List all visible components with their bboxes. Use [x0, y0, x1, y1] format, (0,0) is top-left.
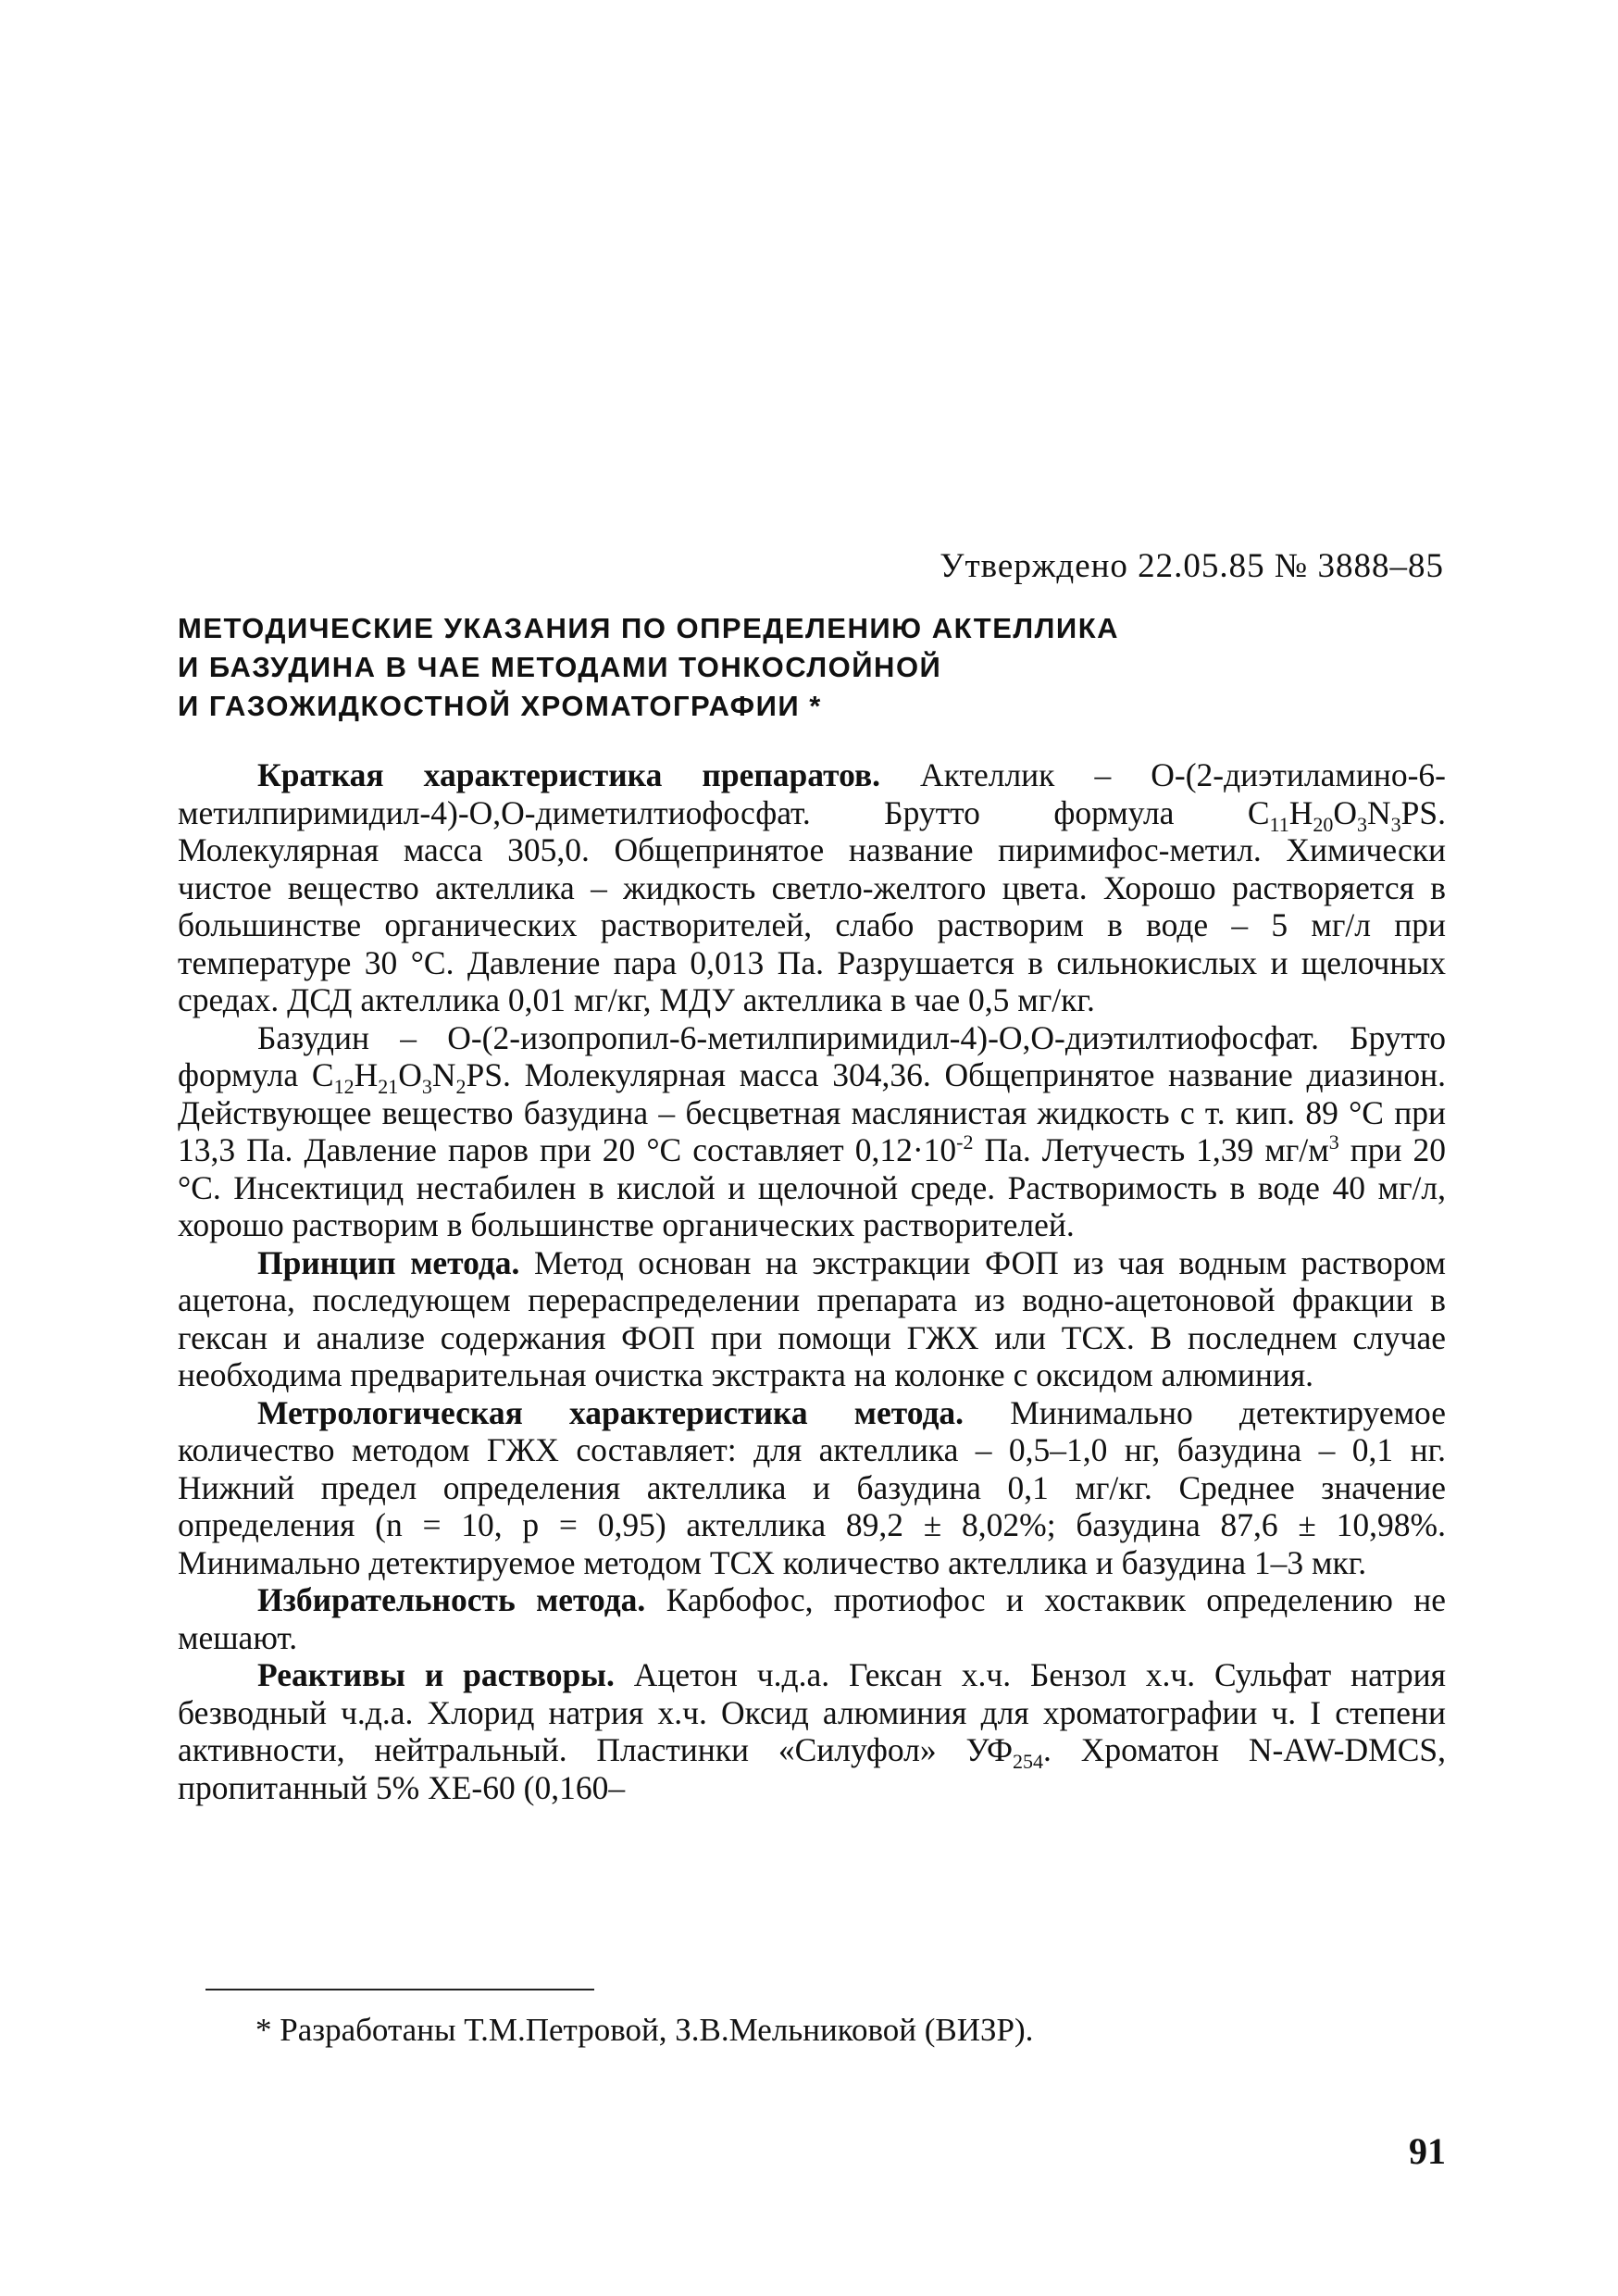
paragraph-reagents: Реактивы и растворы. Ацетон ч.д.а. Гексан х.ч. Бензол х.ч. Сульфат натрия безводный ч.д.а. Хлорид натрия х.ч. Оксид алюминия для хроматографии ч. I степени активности, нейтральный. Пластинки «Силуфол» $УФ_{254}$. Хроматон N-AW-DMCS, пропитанный 5% ХЕ-60 (0,160– [178, 1656, 1447, 1806]
paragraph-heading: Принцип метода. [257, 1243, 520, 1281]
page-number: 91 [1409, 2130, 1446, 2172]
paragraph-heading: Реактивы и растворы. [257, 1656, 615, 1693]
footnote: * Разработаны Т.М.Петровой, З.В.Мельниковой (ВИЗР). [255, 2012, 1034, 2048]
document-title [178, 609, 1455, 726]
paragraph-method-principle: Принцип метода. Метод основан на экстракции ФОП из чая водным раствором ацетона, последующем перераспределении препарата из водно-ацетоновой фракции в гексан и анализе содержания ФОП при помощи ГЖХ или ТСХ. В последнем случае необходима предварительная очистка экстракта на колонке с оксидом алюминия. [178, 1243, 1446, 1393]
approval-note: Утверждено 22.05.85 № 3888–85 [940, 547, 1444, 585]
paragraph-bazudin: Базудин – О-(2-изопропил-6-метилпиримидил-4)-О,О-диэтилтиофосфат. Брутто формула $С_{12}Н_{21}О_3N_2PS$. Молекулярная масса 304,36. Общепринятое название диазинон. Действующее вещество базудина – бесцветная маслянистая жидкость с т. кип. 89 °С при 13,3 Па. Давление паров при 20 °С составляет $0,12\cdot 10^{-2}$ Па. Летучесть 1,39 $мг/м^3$ при 20 °С. Инсектицид нестабилен в кислой и щелочной среде. Растворимость в воде 40 мг/л, хорошо растворим в большинстве органических растворителей. [178, 1018, 1446, 1243]
paragraph-preparations: Краткая характеристика препаратов. Актеллик – О-(2-диэтиламино-6-метилпиримидил-4)-О,О-диметилтиофосфат. Брутто формула $С_{11}Н_{20}О_3N_3PS$. Молекулярная масса 305,0. Общепринятое название пиримифос-метил. Химически чистое вещество актеллика – жидкость светло-желтого цвета. Хорошо растворяется в большинстве органических растворителей, слабо растворим в воде – 5 мг/л при температуре 30 °С. Давление пара 0,013 Па. Разрушается в сильнокислых и щелочных средах. ДСД актеллика 0,01 мг/кг, МДУ актеллика в чае 0,5 мг/кг. [178, 756, 1446, 1018]
title-line-3: И ГАЗОЖИДКОСТНОЙ ХРОМАТОГРАФИИ * [178, 690, 822, 722]
title-line-1: МЕТОДИЧЕСКИЕ УКАЗАНИЯ ПО ОПРЕДЕЛЕНИЮ АКТЕЛЛИКА [178, 612, 1120, 644]
paragraph-metrology: Метрологическая характеристика метода. Минимально детектируемое количество методом ГЖХ составляет: для актеллика – 0,5–1,0 нг, базудина – 0,1 нг. Нижний предел определения актеллика и базудина 0,1 мг/кг. Среднее значение определения (n = 10, p = 0,95) актеллика 89,2 ± 8,02%; базудина 87,6 ± 10,98%. Минимально детектируемое методом ТСХ количество актеллика и базудина 1–3 мкг. [178, 1393, 1446, 1581]
document-body [178, 756, 1446, 1806]
paragraph-heading: Краткая характеристика препаратов. [257, 756, 881, 793]
footnote-divider [205, 1989, 594, 1990]
paragraph-selectivity: Избирательность метода. Карбофос, протиофос и хостаквик определению не мешают. [178, 1581, 1447, 1656]
paragraph-heading: Метрологическая характеристика метода. [257, 1393, 965, 1431]
paragraph-heading: Избирательность метода. [257, 1581, 646, 1618]
title-line-2: И БАЗУДИНА В ЧАЕ МЕТОДАМИ ТОНКОСЛОЙНОЙ [178, 651, 942, 683]
